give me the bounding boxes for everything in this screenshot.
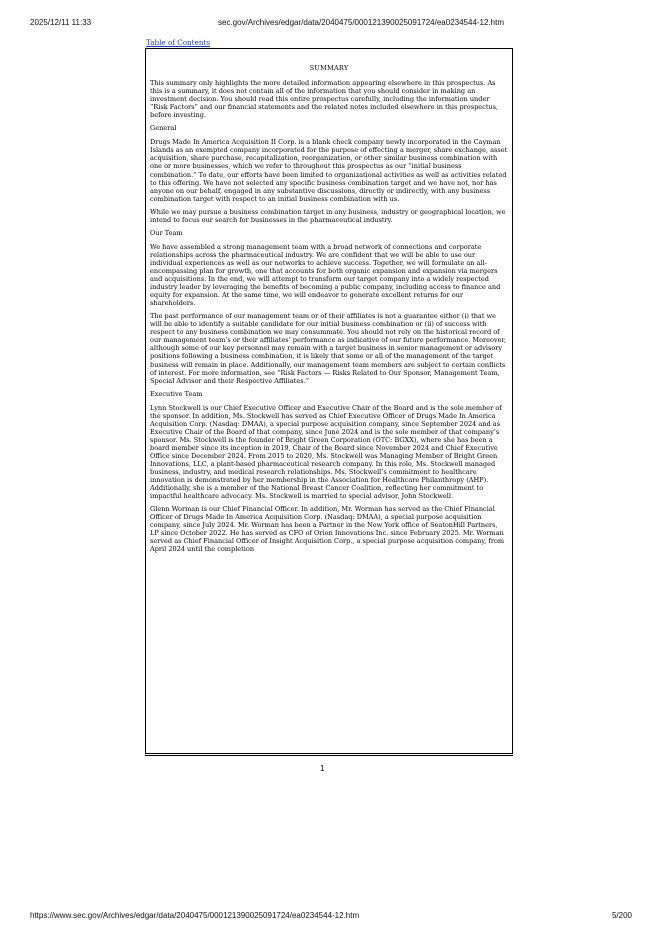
general-paragraph-1: Drugs Made In America Acquisition II Corp. is a blank check company newly incorporated in the Cayman Islands as an exempted company incorporated for the purpose of effecting a merger, share exchange, asset acquisition, share purchase, recapitalization, reorganization, or other similar business combination with one or more businesses, which we refer to throughout this prospectus as our “initial business combination.” To date, our efforts have been limited to organizational activities as well as activities related to this offering. We have not selected any specific business combination target and we have not, nor has anyone on our behalf, engaged in any substantive discussions, directly or indirectly, with any business combination target with respect to an initial business combination with us. [150,138,508,203]
page-bottom-rule [145,755,513,756]
our-team-paragraph-1: We have assembled a strong management team with a broad network of connections and corporate relationships across the pharmaceutical industry. We are confident that we will be able to use our individual experiences as well as our networks to achieve success. Together, we will formulate an all-encompassing plan for growth, one that accounts for both organic expansion and expansion via mergers and acquisitions. In the end, we will attempt to transform our target company into a widely respected industry leader by leveraging the benefits of becoming a public company, including access to finance and equity for expansion. At the same time, we will endeavor to generate excellent returns for our shareholders. [150,242,501,308]
our-team-heading: Our Team [150,228,183,237]
general-heading: General [150,124,177,133]
executive-team-paragraph-2: Glenn Worman is our Chief Financial Officer. In addition, Mr. Worman has served as the Chief Financial Officer of Drugs Made In America Acquisition Corp. (Nasdaq: DMAA), a special purpose acquisition company, since July 2024. Mr. Worman has been a Partner in the New York office of SeatonHill Partners, LP since October 2022. He has served as CFO of Orion Innovations Inc. since February 2025. Mr. Worman served as Chief Financial Officer of Insight Acquisition Corp., a special purpose acquisition company, from April 2024 until the completion [150,505,505,554]
print-datetime: 2025/12/11 11:33 [30,18,92,27]
print-url-footer: https://www.sec.gov/Archives/edgar/data/2040475/000121390025091724/ea0234544-12.htm [30,911,360,920]
our-team-paragraph-2: The past performance of our management team or of their affiliates is not a guarantee either (i) that we will be able to identify a suitable candidate for our initial business combination or (ii) of success with respect to any business combination we may consummate. You should not rely on the historical record of our management team’s or their affiliates’ performance as indicative of our future performance. Moreover, although some of our key personnel may remain with a target business in senior management or advisory positions following a business combination, it is likely that some or all of the management of the target business will remain in place. Additionally, our management team members are subject to certain conflicts of interest. For more information, see “Risk Factors — Risks Related to Our Sponsor, Management Team, Special Advisor and their Respective Affiliates.” [150,312,507,385]
page-number: 1 [320,764,325,773]
print-url-header: sec.gov/Archives/edgar/data/2040475/000121390025091724/ea0234544-12.htm [218,18,505,27]
print-page-count: 5/200 [611,911,632,920]
executive-team-paragraph-1: Lynn Stockwell is our Chief Executive Officer and Executive Chair of the Board and is the sole member of the sponsor. In addition, Ms. Stockwell has served as Chief Executive Officer of Drugs Made In America Acquisition Corp. (Nasdaq: DMAA), a special purpose acquisition company, since September 2024 and as Executive Chair of the Board of that company, since June 2024 and is the sole member of that company’s sponsor. Ms. Stockwell is the founder of Bright Green Corporation (OTC: BGXX), where she has been a board member since its inception in 2019, Chair of the Board since November 2024 and Chief Executive Office since December 2024. From 2015 to 2020, Ms. Stockwell was Managing Member of Bright Green Innovations, LLC, a plant-based pharmaceutical research company. In this role, Ms. Stockwell managed business, industry, and medical research relationships. Ms. Stockwell’s commitment to healthcare innovation is demonstrated by her membership in the Association for Healthcare Philanthropy (AHP). Additionally, she is a member of the National Breast Cancer Coalition, reflecting her commitment to impactful healthcare advocacy. Ms. Stockwell is married to special advisor, John Stockwell. [150,403,502,501]
summary-intro-paragraph: This summary only highlights the more detailed information appearing elsewhere in this prospectus. As this is a summary, it does not contain all of the information that you should consider in making an investment decision. You should read this entire prospectus carefully, including the information under “Risk Factors” and our financial statements and the related notes included elsewhere in this prospectus, before investing. [150,79,499,120]
executive-team-heading: Executive Team [150,389,203,398]
general-paragraph-2: While we may pursue a business combination target in any business, industry or geographical location, we intend to focus our search for businesses in the pharmaceutical industry. [150,207,506,224]
section-title: SUMMARY [309,64,349,72]
document-body [150,64,508,559]
table-of-contents-link[interactable]: Table of Contents [146,38,211,47]
